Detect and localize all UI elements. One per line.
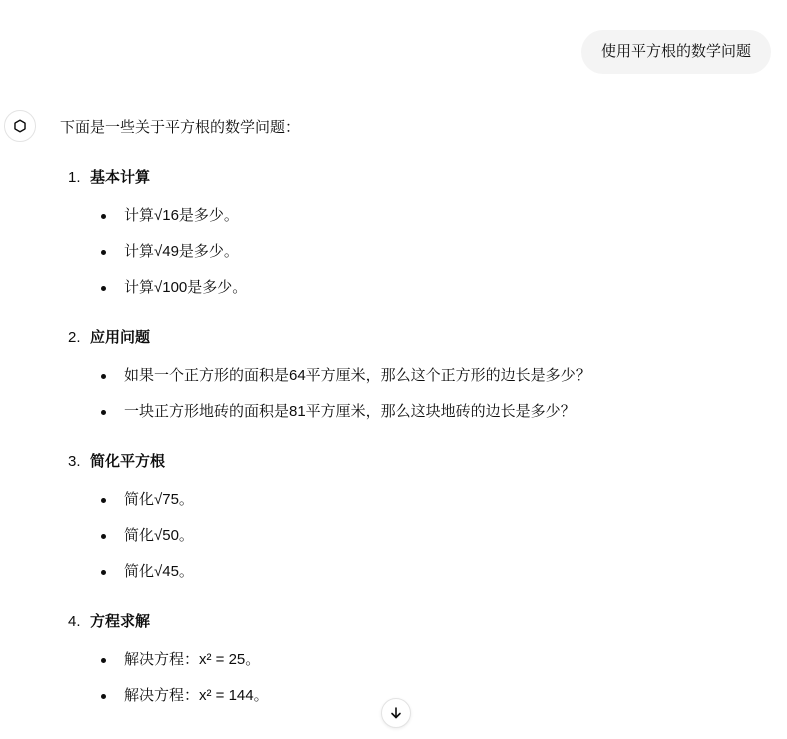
bullet-list — [60, 204, 760, 300]
section-heading — [60, 450, 760, 474]
section-number: 3. — [68, 453, 81, 470]
section-title: 基本计算 — [90, 169, 151, 186]
section-heading — [60, 610, 760, 634]
section-heading — [60, 326, 760, 350]
list-item: 计算√16是多少。 — [60, 204, 760, 228]
list-item: 计算√100是多少。 — [60, 276, 760, 300]
section-equation-solving — [60, 610, 760, 708]
openai-logo-icon — [10, 116, 30, 136]
user-message-text: 使用平方根的数学问题 — [600, 43, 751, 60]
list-item: 如果一个正方形的面积是64平方厘米，那么这个正方形的边长是多少？ — [60, 364, 760, 388]
bullet-list — [60, 488, 760, 584]
section-heading — [60, 166, 760, 190]
assistant-reply — [60, 116, 760, 720]
section-title: 方程求解 — [90, 613, 151, 630]
list-item: 简化√45。 — [60, 560, 760, 584]
bullet-list — [60, 364, 760, 424]
section-title: 应用问题 — [90, 329, 151, 346]
assistant-avatar — [4, 110, 36, 142]
section-number: 1. — [68, 169, 81, 186]
bullet-list — [60, 648, 760, 708]
list-item: 计算√49是多少。 — [60, 240, 760, 264]
list-item: 解决方程：x² = 144。 — [60, 684, 760, 708]
reply-intro: 下面是一些关于平方根的数学问题： — [60, 119, 301, 136]
section-number: 2. — [68, 329, 81, 346]
section-number: 4. — [68, 613, 81, 630]
list-item: 简化√50。 — [60, 524, 760, 548]
section-applied-problems — [60, 326, 760, 424]
list-item: 一块正方形地砖的面积是81平方厘米，那么这块地砖的边长是多少？ — [60, 400, 760, 424]
list-item: 简化√75。 — [60, 488, 760, 512]
section-basic-calculation — [60, 166, 760, 300]
list-item: 解决方程：x² = 25。 — [60, 648, 760, 672]
arrow-down-icon — [388, 705, 404, 721]
section-simplify-roots — [60, 450, 760, 584]
scroll-to-bottom-button[interactable] — [381, 698, 411, 728]
section-title: 简化平方根 — [90, 453, 166, 470]
user-message-bubble — [581, 30, 771, 74]
